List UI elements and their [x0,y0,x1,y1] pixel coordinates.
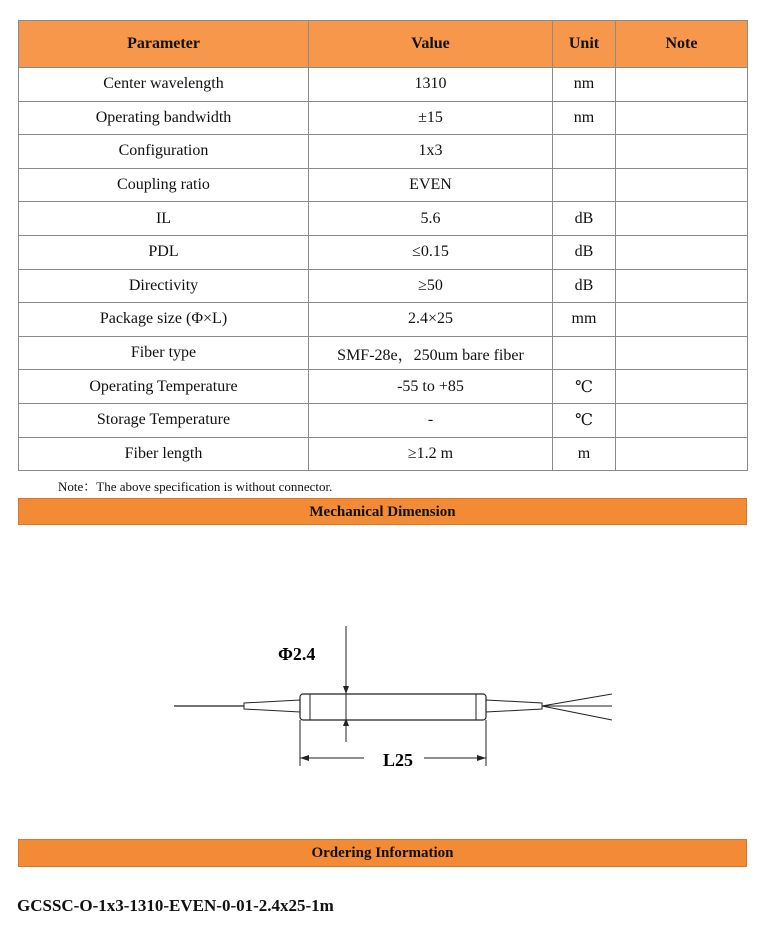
coupler-tube [300,694,486,720]
cell-parameter: Configuration [19,135,309,169]
section-header-mechanical: Mechanical Dimension [18,498,747,525]
diameter-label: Φ2.4 [278,644,316,664]
table-row [19,303,748,337]
cell-note [616,135,748,169]
header-unit: Unit [553,21,616,68]
table-row [19,68,748,102]
output-fiber-1 [542,694,612,706]
cell-parameter: Directivity [19,269,309,303]
cell-value: ±15 [309,101,553,135]
table-header-row [19,21,748,68]
header-parameter: Parameter [19,21,309,68]
cell-value: ≥50 [309,269,553,303]
cell-unit: mm [553,303,616,337]
cell-note [616,168,748,202]
cell-parameter: Fiber type [19,336,309,370]
header-value: Value [309,21,553,68]
table-row [19,370,748,404]
cell-parameter: Center wavelength [19,68,309,102]
table-row [19,403,748,437]
length-label: L25 [383,750,414,770]
cell-parameter: Storage Temperature [19,403,309,437]
cell-parameter: Operating bandwidth [19,101,309,135]
table-row [19,135,748,169]
cell-parameter: Operating Temperature [19,370,309,404]
table-row [19,437,748,471]
diameter-arrow-bottom [343,718,349,726]
cell-value: 1x3 [309,135,553,169]
table-row [19,235,748,269]
cell-parameter: PDL [19,235,309,269]
cell-value: EVEN [309,168,553,202]
cell-unit [553,168,616,202]
table-row [19,101,748,135]
cell-note [616,68,748,102]
cell-unit: ℃ [553,403,616,437]
cell-unit: dB [553,269,616,303]
cell-value: -55 to +85 [309,370,553,404]
cell-value: SMF-28e，250um bare fiber [309,336,553,370]
cell-parameter: Package size (Φ×L) [19,303,309,337]
cell-value: - [309,403,553,437]
spec-table [18,20,748,471]
cell-note [616,303,748,337]
mechanical-drawing [160,620,620,780]
cell-parameter: Coupling ratio [19,168,309,202]
length-arrow-left [300,755,309,761]
cell-note [616,370,748,404]
cell-note [616,403,748,437]
cell-unit: dB [553,202,616,236]
cell-note [616,101,748,135]
cell-note [616,269,748,303]
ordering-code: GCSSC-O-1x3-1310-EVEN-0-01-2.4x25-1m [17,896,334,915]
cell-parameter: Fiber length [19,437,309,471]
cell-unit [553,336,616,370]
cell-note [616,437,748,471]
cell-unit: ℃ [553,370,616,404]
cell-unit: nm [553,101,616,135]
cell-unit: dB [553,235,616,269]
table-row [19,269,748,303]
cell-value: 1310 [309,68,553,102]
length-arrow-right [477,755,486,761]
section-header-ordering: Ordering Information [18,839,747,867]
cell-unit: m [553,437,616,471]
cell-value: ≤0.15 [309,235,553,269]
spec-note: Note：The above specification is without connector. [58,479,333,494]
cell-value: 5.6 [309,202,553,236]
cell-unit: nm [553,68,616,102]
cell-note [616,202,748,236]
cell-value: 2.4×25 [309,303,553,337]
table-row [19,202,748,236]
header-note: Note [616,21,748,68]
cell-unit [553,135,616,169]
diameter-arrow-top [343,686,349,694]
left-boot [244,700,300,712]
cell-note [616,336,748,370]
cell-parameter: IL [19,202,309,236]
cell-note [616,235,748,269]
right-boot [486,700,542,712]
cell-value: ≥1.2 m [309,437,553,471]
table-row [19,336,748,370]
output-fiber-3 [542,706,612,720]
table-row [19,168,748,202]
